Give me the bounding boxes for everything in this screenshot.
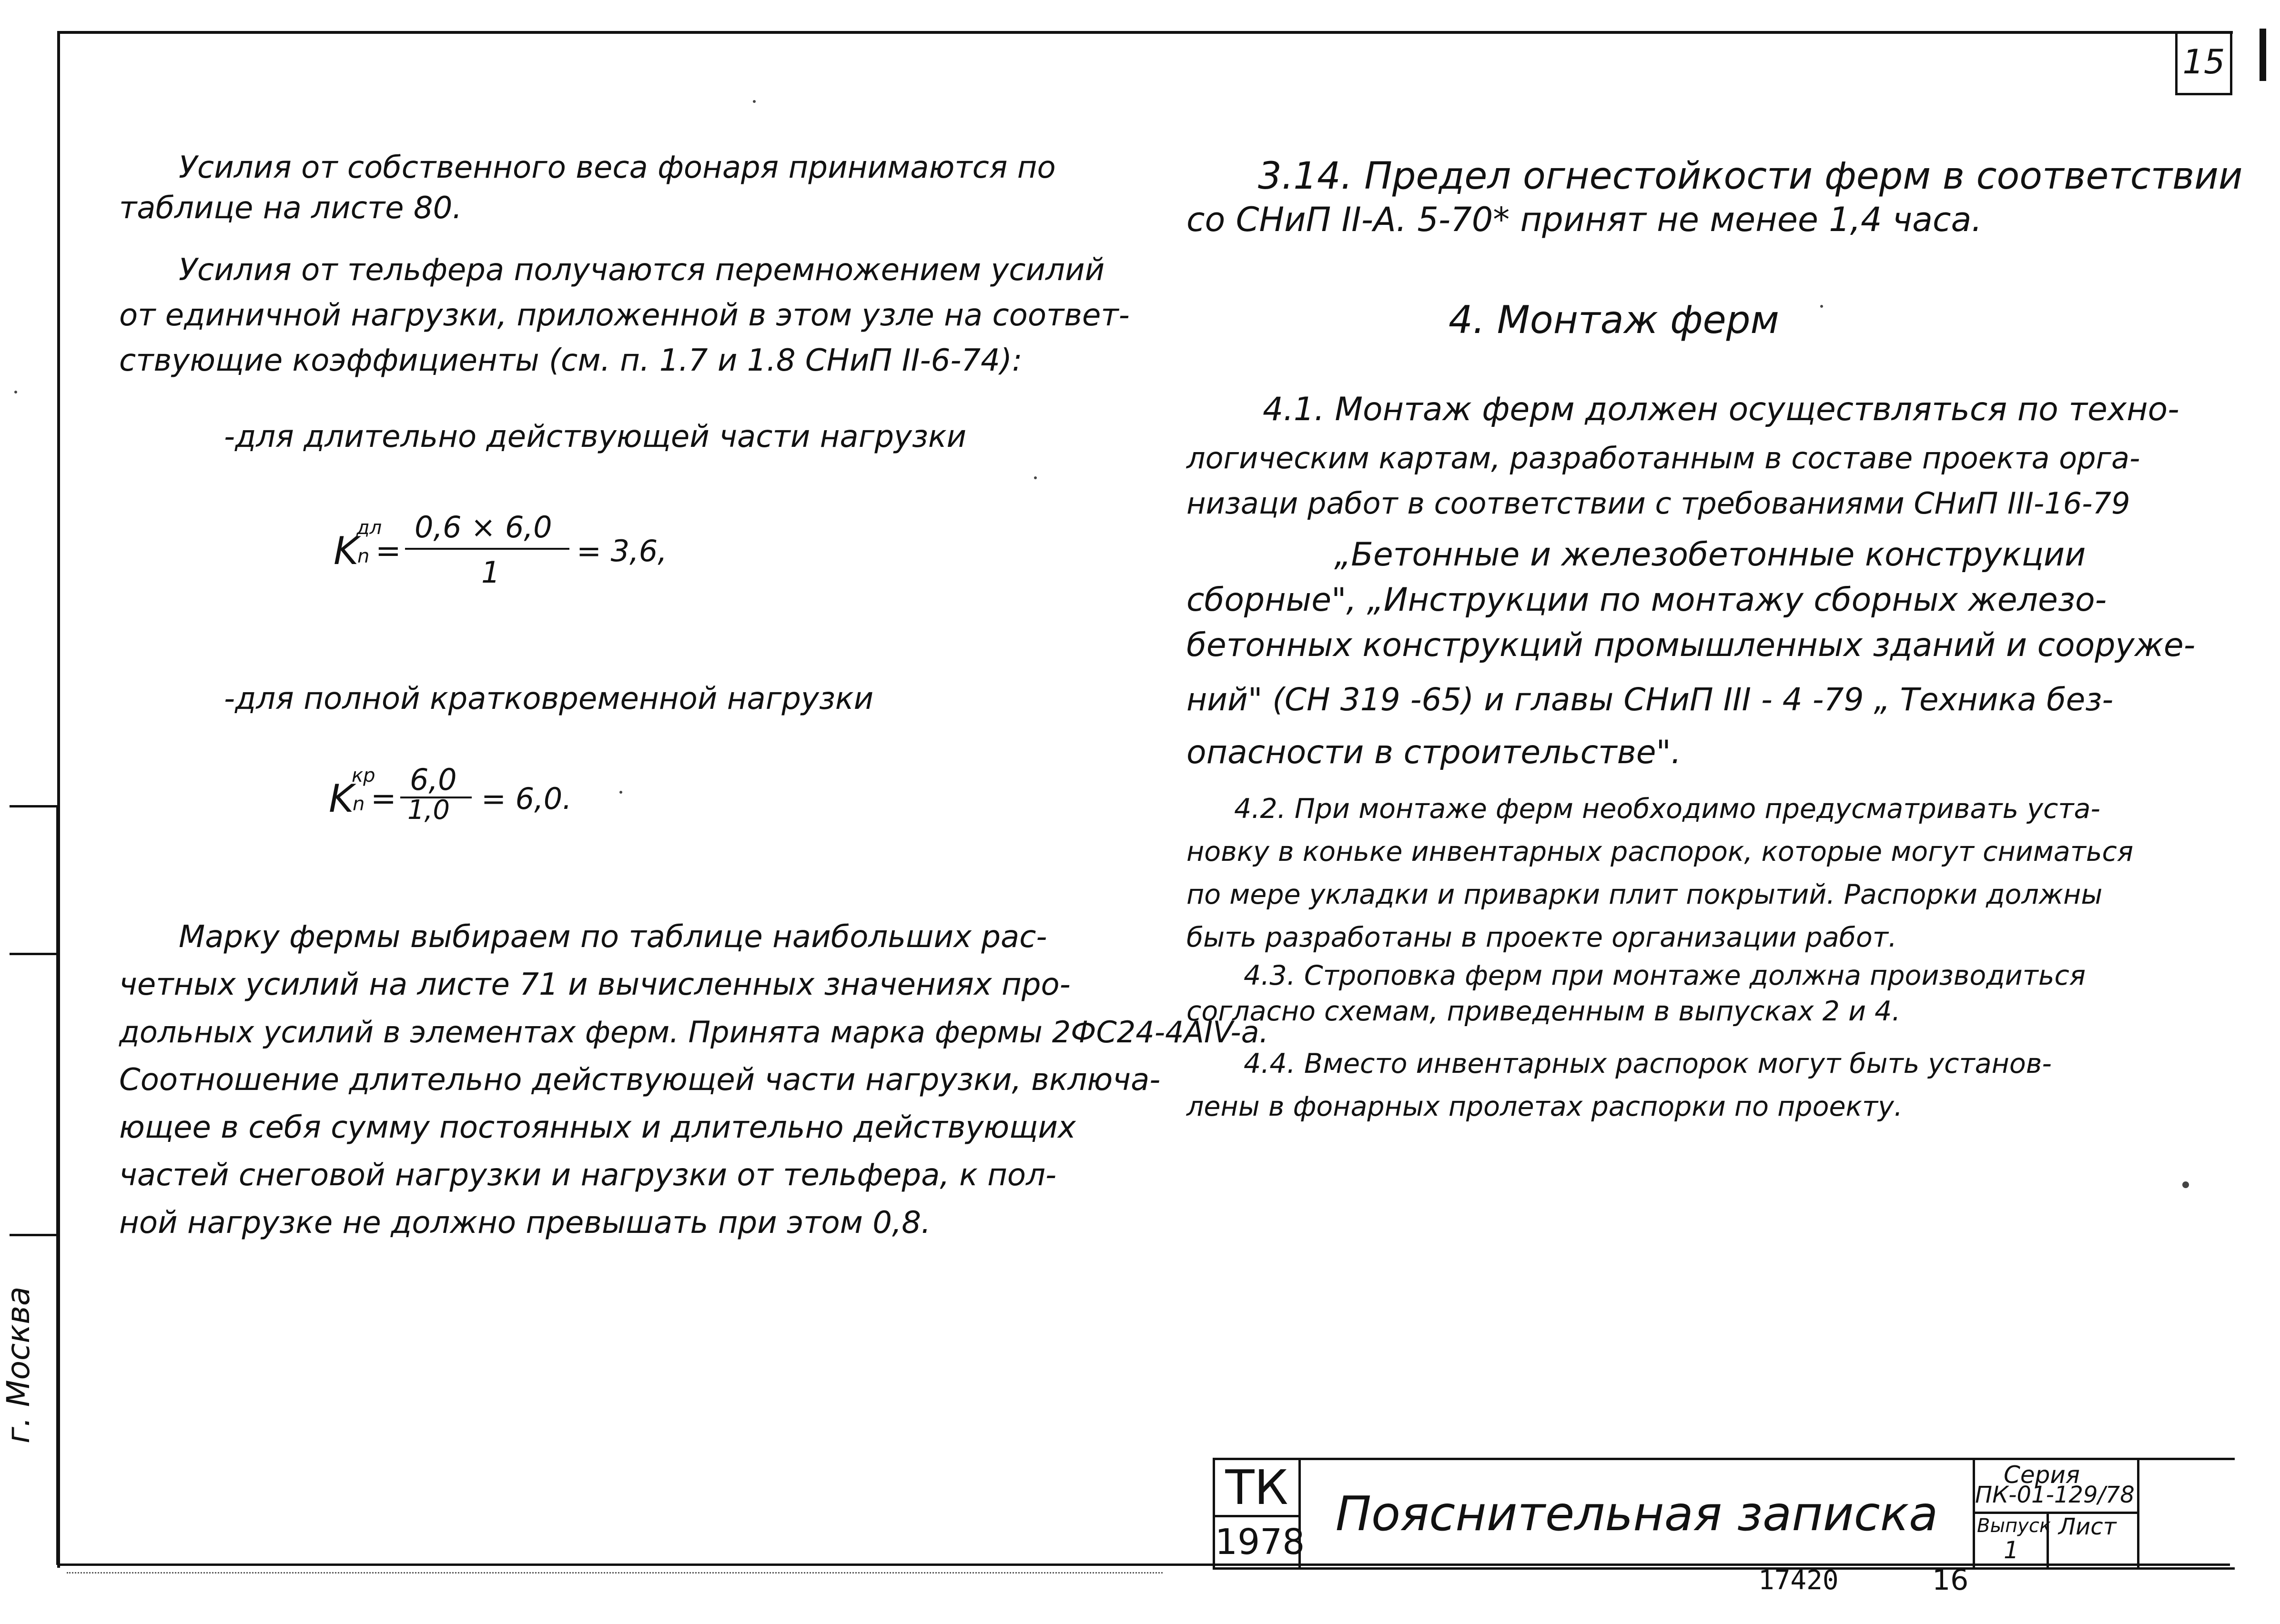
formula-sub: n: [353, 793, 365, 815]
paragraph-line: ющее в себя сумму постоянных и длительно действующих: [119, 1110, 1076, 1145]
section-4-1-line: опасности в строительстве".: [1186, 734, 1682, 771]
page-number: 16: [1932, 1563, 1969, 1597]
fraction-bar: [405, 548, 569, 550]
scan-speck: [619, 791, 622, 794]
formula-lhs: K: [329, 777, 354, 821]
section-4-1-line: „Бетонные и железобетонные конструкции: [1334, 536, 2086, 574]
document-title: Пояснительная записка: [1301, 1460, 1975, 1567]
city-stamp: г. Москва: [0, 1286, 37, 1443]
org-code: ТК: [1215, 1460, 1298, 1517]
series-label: Серия: [2004, 1461, 2080, 1489]
formula-numerator: 0,6 × 6,0: [415, 510, 552, 545]
formula-sup: дл: [356, 517, 382, 539]
section-4-1-line: сборные", „Инструкции по монтажу сборных железо-: [1186, 581, 2107, 619]
series-cell: [1975, 1460, 2139, 1567]
scan-speck: [14, 391, 17, 393]
section-4-2-line: новку в коньке инвентарных распорок, которые могут сниматься: [1186, 836, 2134, 867]
scan-speck: [753, 100, 756, 103]
sheet-number: 15: [2175, 31, 2232, 95]
year: 1978: [1215, 1522, 1305, 1563]
scan-speck: [2182, 1181, 2189, 1188]
section-4-3-line: согласно схемам, приведенным в выпусках 2 и 4.: [1186, 996, 1901, 1027]
paragraph-line: ной нагрузке не должно превышать при этом 0,8.: [119, 1205, 931, 1241]
section-4-1-line: логическим картам, разработанным в составе проекта орга-: [1186, 441, 2140, 475]
paragraph-line: Усилия от тельфера получаются перемножением усилий: [179, 252, 1105, 288]
formula-result: = 3,6,: [577, 534, 667, 568]
paragraph-line: таблице на листе 80.: [119, 191, 462, 226]
paragraph-line: Соотношение длительно действующей части нагрузки, включа-: [119, 1062, 1161, 1098]
paragraph-line: ствующие коэффициенты (см. п. 1.7 и 1.8 СНиП II-6-74):: [119, 343, 1023, 378]
formula-denominator: 1: [481, 555, 500, 590]
series-value: ПК-01-129/78: [1975, 1482, 2135, 1508]
section-4-2-line: 4.2. При монтаже ферм необходимо предусматривать уста-: [1234, 793, 2100, 825]
edge-mark: [2260, 29, 2266, 81]
formula-denominator: 1,0: [407, 795, 450, 826]
formula-result: = 6,0.: [481, 781, 572, 816]
formula-lhs: K: [334, 529, 359, 573]
section-4-4-line: лены в фонарных пролетах распорки по проекту.: [1186, 1091, 1903, 1122]
scan-speck: [1820, 305, 1823, 308]
sheet-label: Лист: [2058, 1513, 2117, 1540]
left-binding-strip: [0, 805, 57, 1565]
section-4-4-line: 4.4. Вместо инвентарных распорок могут быть установ-: [1244, 1048, 2052, 1079]
inventory-number: 17420: [1758, 1565, 1839, 1596]
section-4-1-line: бетонных конструкций промышленных зданий и сооруже-: [1186, 626, 2196, 664]
case-label: -для полной кратковременной нагрузки: [224, 681, 874, 716]
case-label: -для длительно действующей части нагрузки: [224, 419, 967, 454]
formula-sub: n: [357, 545, 370, 567]
section-4-2-line: по мере укладки и приварки плит покрытий. Распорки должны: [1186, 879, 2103, 910]
formula-sup: кр: [352, 765, 375, 787]
issue-label: Выпуск: [1977, 1515, 2051, 1537]
paragraph-line: Марку фермы выбираем по таблице наибольших рас-: [179, 919, 1047, 955]
section-4-1-line: низаци работ в соответствии с требованиями СНиП III-16-79: [1186, 486, 2130, 521]
org-cell: [1215, 1460, 1305, 1567]
paragraph-line: дольных усилий в элементах ферм. Принята марка фермы 2ФС24-4АIV-а.: [119, 1015, 1269, 1049]
paragraph-line: частей снеговой нагрузки и нагрузки от тельфера, к пол-: [119, 1158, 1057, 1193]
section-4-2-line: быть разработаны в проекте организации работ.: [1186, 922, 1897, 953]
title-block: [1213, 1458, 2235, 1570]
section-4-3-line: 4.3. Строповка ферм при монтаже должна производиться: [1244, 960, 2086, 991]
paragraph-line: четных усилий на листе 71 и вычисленных значениях про-: [119, 967, 1071, 1002]
section-3-14-line: 3.14. Предел огнестойкости ферм в соответствии: [1258, 155, 2243, 198]
section-heading: 4. Монтаж ферм: [1449, 298, 1779, 342]
section-3-14-line: со СНиП II-А. 5-70* принят не менее 1,4 часа.: [1186, 200, 1982, 239]
paragraph-line: от единичной нагрузки, приложенной в этом узле на соответ-: [119, 298, 1130, 333]
section-4-1-line: 4.1. Монтаж ферм должен осуществляться по техно-: [1263, 391, 2179, 428]
formula-numerator: 6,0: [410, 762, 457, 797]
scan-speck: [1034, 476, 1037, 479]
section-4-1-line: ний" (СН 319 -65) и главы СНиП III - 4 -79 „ Техника без-: [1186, 681, 2114, 718]
paragraph-line: Усилия от собственного веса фонаря принимаются по: [179, 150, 1056, 185]
issue-value: 1: [2004, 1536, 2019, 1564]
scan-noise: [67, 1572, 1163, 1574]
